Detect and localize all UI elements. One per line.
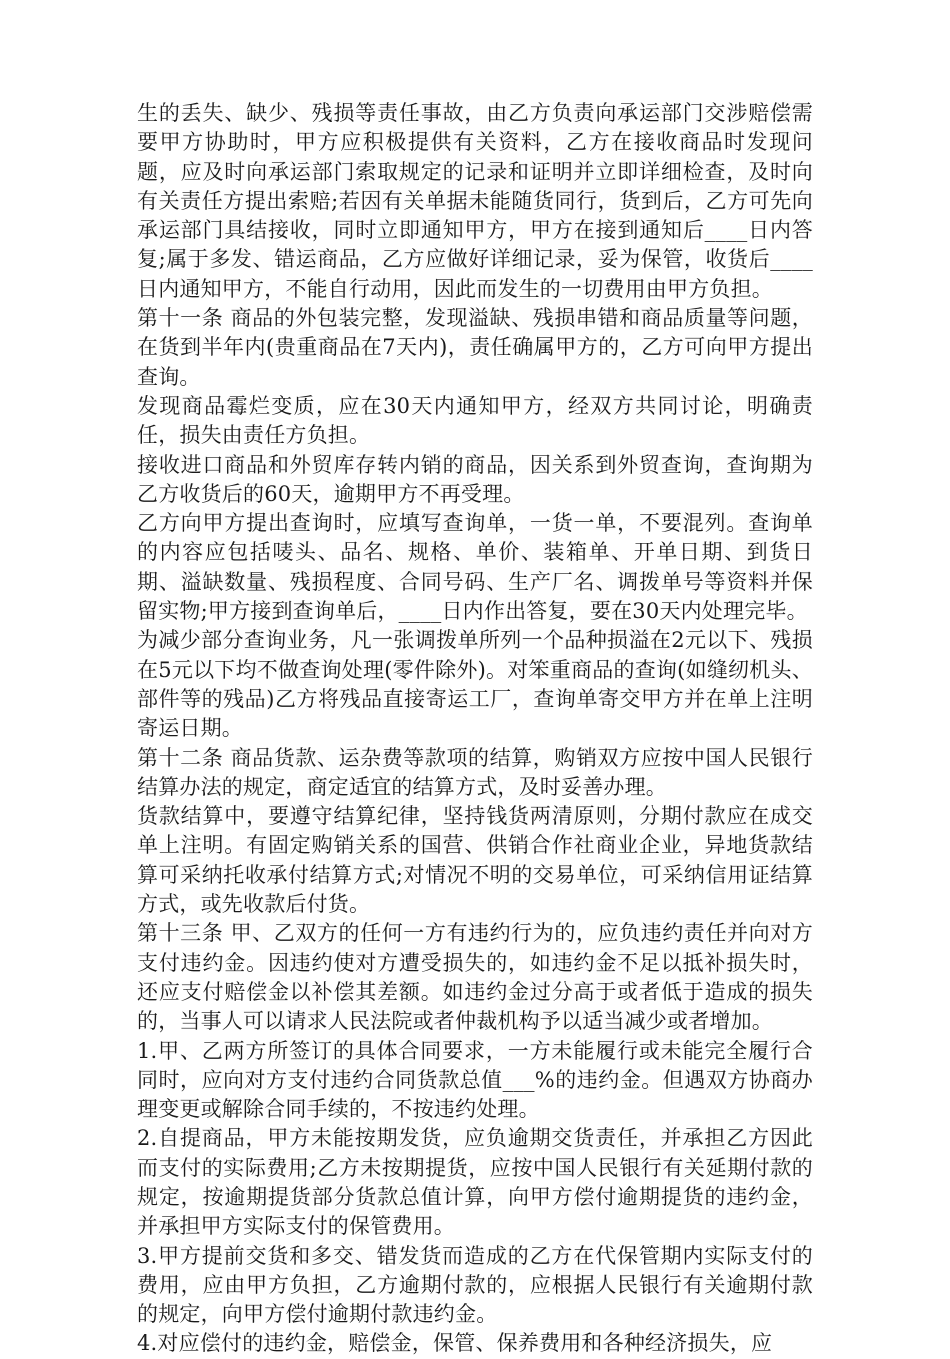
list-item-4: 4.对应偿付的违约金，赔偿金，保管、保养费用和各种经济损失，应 <box>137 1331 773 1356</box>
paragraph-settlement: 货款结算中，要遵守结算纪律，坚持钱货两清原则，分期付款应在成交单上注明。有固定购销关系的国营、供销合作社商业企业，异地货款结算可采纳托收承付结算方式;对情况不明的交易单位，可采纳信用证结算方式，或先收款后付货。 <box>137 804 813 917</box>
paragraph-inquiry-form: 乙方向甲方提出查询时，应填写查询单，一货一单，不要混列。查询单的内容应包括唛头、品名、规格、单价、装箱单、开单日期、到货日期、溢缺数量、残损程度、合同号码、生产厂名、调拨单号等资料并保留实物;甲方接到查询单后，____日内作出答复，要在30天内处理完毕。 <box>137 511 813 624</box>
paragraph-reduce-inquiry: 为减少部分查询业务，凡一张调拨单所列一个品种损溢在2元以下、残损在5元以下均不做查询处理(零件除外)。对笨重商品的查询(如缝纫机头、部件等的残品)乙方将残品直接寄运工厂，查询单寄交甲方并在单上注明寄运日期。 <box>137 628 813 741</box>
paragraph-spoilage: 发现商品霉烂变质，应在30天内通知甲方，经双方共同讨论，明确责任，损失由责任方负担。 <box>137 393 813 448</box>
list-item-2: 2.自提商品，甲方未能按期发货，应负逾期交货责任，并承担乙方因此而支付的实际费用;乙方未按期提货，应按中国人民银行有关延期付款的规定，按逾期提货部分货款总值计算，向甲方偿付逾期提货的违约金，并承担甲方实际支付的保管费用。 <box>137 1126 813 1239</box>
paragraph-loss-claims: 生的丢失、缺少、残损等责任事故，由乙方负责向承运部门交涉赔偿需要甲方协助时，甲方应积极提供有关资料，乙方在接收商品时发现问题，应及时向承运部门索取规定的记录和证明并立即详细检查，及时向有关责任方提出索赔;若因有关单据未能随货同行，货到后，乙方可先向承运部门具结接收，同时立即通知甲方，甲方在接到通知后____日内答复;属于多发、错运商品，乙方应做好详细记录，妥为保管，收货后____日内通知甲方，不能自行动用，因此而发生的一切费用由甲方负担。 <box>137 101 813 301</box>
paragraph-article-12: 第十二条 商品货款、运杂费等款项的结算，购销双方应按中国人民银行结算办法的规定，商定适宜的结算方式，及时妥善办理。 <box>137 745 813 799</box>
paragraph-article-11: 第十一条 商品的外包装完整，发现溢缺、残损串错和商品质量等问题，在货到半年内(贵重商品在7天内)，责任确属甲方的，乙方可向甲方提出查询。 <box>137 306 813 389</box>
paragraph-article-13: 第十三条 甲、乙双方的任何一方有违约行为的，应负违约责任并向对方支付违约金。因违约使对方遭受损失的，如违约金不足以抵补损失时，还应支付赔偿金以补偿其差额。如违约金过分高于或者低于造成的损失的，当事人可以请求人民法院或者仲裁机构予以适当减少或者增加。 <box>137 921 813 1034</box>
list-item-1: 1.甲、乙两方所签订的具体合同要求，一方未能履行或未能完全履行合同时，应向对方支付违约合同货款总值___%的违约金。但遇双方协商办理变更或解除合同手续的，不按违约处理。 <box>137 1038 813 1122</box>
paragraph-import-goods: 接收进口商品和外贸库存转内销的商品，因关系到外贸查询，查询期为乙方收货后的60天，逾期甲方不再受理。 <box>137 452 813 506</box>
document-body <box>137 99 813 1359</box>
list-item-3: 3.甲方提前交货和多交、错发货而造成的乙方在代保管期内实际支付的费用，应由甲方负担，乙方逾期付款的，应根据人民银行有关逾期付款的规定，向甲方偿付逾期付款违约金。 <box>137 1243 813 1327</box>
